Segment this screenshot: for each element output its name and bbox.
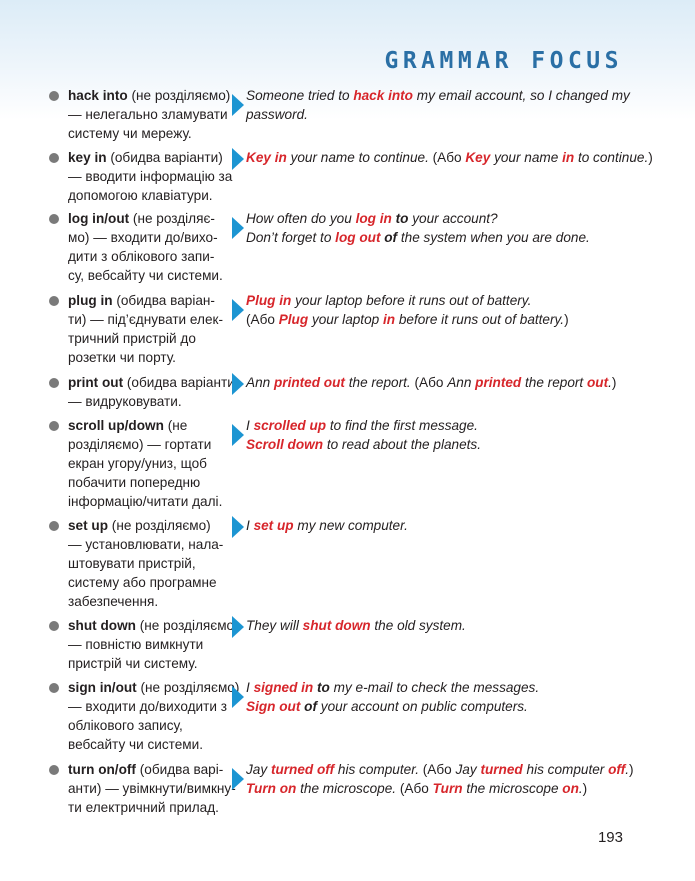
example-text: password. <box>246 107 308 122</box>
definition-line <box>68 105 228 124</box>
highlighted-phrasal-verb: printed <box>475 375 522 390</box>
example-text: my email account, so I changed my <box>412 88 630 103</box>
phrasal-verb-term: turn on/off <box>68 762 136 777</box>
example-sentence <box>246 678 646 716</box>
example-text: to <box>395 211 409 226</box>
definition-text: розетки чи порту. <box>68 350 176 365</box>
phrasal-verb-entry <box>0 616 695 678</box>
example-line <box>246 678 646 697</box>
example-sentence <box>246 291 646 329</box>
bullet-icon <box>49 765 59 775</box>
definition <box>68 373 240 411</box>
definition-text: допомогою клавіатури. <box>68 188 213 203</box>
definition-line <box>68 86 231 105</box>
bullet-icon <box>49 91 59 101</box>
definition-text: анти) — увімкнути/вимкну- <box>68 781 236 796</box>
example-text: (Або <box>246 312 279 327</box>
highlighted-phrasal-verb: printed out <box>273 375 345 390</box>
highlighted-phrasal-verb: signed in <box>253 680 314 695</box>
example-text: ) <box>564 312 569 327</box>
definition-text: забезпечення. <box>68 594 159 609</box>
definition-line <box>68 760 228 779</box>
highlighted-phrasal-verb: Turn <box>432 781 463 796</box>
highlighted-phrasal-verb: on <box>562 781 579 796</box>
definition-text: систему чи мережу. <box>68 126 192 141</box>
definition-text: (не розділяємо) <box>135 618 239 633</box>
definition-line <box>68 167 233 186</box>
highlighted-phrasal-verb: scrolled up <box>253 418 327 433</box>
highlighted-phrasal-verb: Plug <box>278 312 309 327</box>
highlighted-phrasal-verb: set up <box>253 518 294 533</box>
bullet-icon <box>49 683 59 693</box>
definition-line <box>68 678 240 697</box>
highlighted-phrasal-verb: Sign out <box>246 699 301 714</box>
example-text: before it runs out of battery. <box>395 312 565 327</box>
definition-line <box>68 148 228 167</box>
example-sentence <box>246 516 646 535</box>
pointer-arrow-icon <box>232 94 244 116</box>
highlighted-phrasal-verb: turned <box>480 762 523 777</box>
phrasal-verb-term: scroll up/down <box>68 418 164 433</box>
definition-line <box>68 635 228 654</box>
definition-text: екран угору/униз, щоб <box>68 456 207 471</box>
phrasal-verb-entry <box>0 86 695 148</box>
definition <box>68 209 228 285</box>
definition-text: — входити до/виходити з <box>68 699 227 714</box>
definition-line <box>68 535 228 554</box>
example-text: your account on public computers. <box>317 699 528 714</box>
definition-text: розділяємо) — гортати <box>68 437 212 452</box>
example-sentence <box>246 209 646 247</box>
highlighted-phrasal-verb: off <box>608 762 626 777</box>
definition <box>68 516 228 611</box>
definition-line <box>68 554 228 573</box>
example-sentence <box>246 373 646 392</box>
example-line <box>246 779 646 798</box>
example-line <box>246 105 646 124</box>
pointer-arrow-icon <box>232 686 244 708</box>
pointer-arrow-icon <box>232 299 244 321</box>
example-text: his computer <box>522 762 609 777</box>
example-line <box>246 291 646 310</box>
definition-text: побачити попередню <box>68 475 201 490</box>
definition-text: вебсайту чи системи. <box>68 737 204 752</box>
example-text: I <box>246 518 254 533</box>
highlighted-phrasal-verb: Key in <box>246 150 287 165</box>
definition-line <box>68 416 228 435</box>
highlighted-phrasal-verb: hack into <box>353 88 413 103</box>
example-text: your name <box>490 150 563 165</box>
definition-line <box>68 798 228 817</box>
highlighted-phrasal-verb: log out <box>335 230 381 245</box>
example-text: How often do you <box>246 211 356 226</box>
phrasal-verb-entry <box>0 148 695 209</box>
highlighted-phrasal-verb: log in <box>355 211 392 226</box>
definition-text: мо) — входити до/вихо- <box>68 230 218 245</box>
definition-text: (не розділяємо) <box>136 680 240 695</box>
definition <box>68 86 231 143</box>
definition-text: ти) — під’єднувати елек- <box>68 312 224 327</box>
definition-text: пристрій чи систему. <box>68 656 198 671</box>
phrasal-verb-term: plug in <box>68 293 113 308</box>
example-text: . <box>578 781 583 796</box>
definition-text: (не розділяємо) <box>127 88 231 103</box>
definition-text: (обидва варіанти) <box>123 375 240 390</box>
definition-line <box>68 348 228 367</box>
example-sentence <box>246 416 646 454</box>
definition-line <box>68 654 228 673</box>
example-text: I <box>246 680 254 695</box>
bullet-icon <box>49 296 59 306</box>
definition-text: систему або програмне <box>68 575 217 590</box>
definition-line <box>68 573 228 592</box>
example-text: ) <box>629 762 634 777</box>
definition-text: дити з облікового запи- <box>68 249 215 264</box>
example-text: Jay <box>246 762 271 777</box>
phrasal-verb-term: sign in/out <box>68 680 137 695</box>
example-text: Don’t forget to <box>246 230 336 245</box>
definition-line <box>68 209 228 228</box>
definition-line <box>68 329 228 348</box>
phrasal-verb-term: log in/out <box>68 211 130 226</box>
phrasal-verb-term: key in <box>68 150 107 165</box>
example-text: the report <box>521 375 587 390</box>
highlighted-phrasal-verb: out <box>586 375 609 390</box>
highlighted-phrasal-verb: in <box>562 150 575 165</box>
example-text: They will <box>246 618 303 633</box>
bullet-icon <box>49 153 59 163</box>
highlighted-phrasal-verb: Key <box>465 150 491 165</box>
definition-text: облікового запису, <box>68 718 183 733</box>
phrasal-verb-entry <box>0 678 695 760</box>
definition-line <box>68 716 228 735</box>
definition <box>68 416 228 511</box>
example-text: of <box>384 230 398 245</box>
example-text: ) <box>648 150 653 165</box>
pointer-arrow-icon <box>232 217 244 239</box>
example-text: (Або <box>414 375 448 390</box>
bullet-icon <box>49 214 59 224</box>
definition-text: ти електричний прилад. <box>68 800 219 815</box>
example-text: . <box>608 375 612 390</box>
pointer-arrow-icon <box>232 516 244 538</box>
definition <box>68 291 228 367</box>
example-line <box>246 697 646 716</box>
highlighted-phrasal-verb: Plug in <box>246 293 292 308</box>
definition-line <box>68 435 228 454</box>
bullet-icon <box>49 621 59 631</box>
highlighted-phrasal-verb: turned off <box>270 762 335 777</box>
definition-line <box>68 291 228 310</box>
example-sentence <box>246 86 646 124</box>
phrasal-verb-entry <box>0 516 695 616</box>
definition-line <box>68 310 228 329</box>
example-text: the system when you are done. <box>397 230 590 245</box>
example-line <box>246 148 653 167</box>
definition-line <box>68 697 228 716</box>
definition-line <box>68 779 236 798</box>
example-text: the report. <box>344 375 415 390</box>
highlighted-phrasal-verb: in <box>382 312 396 327</box>
example-text: the microscope <box>462 781 563 796</box>
example-sentence <box>246 148 653 167</box>
phrasal-verb-term: print out <box>68 375 124 390</box>
example-text: Someone tried to <box>246 88 354 103</box>
example-line <box>246 516 646 535</box>
definition-text: — вводити інформацію за <box>68 169 233 184</box>
example-text: to continue. <box>574 150 649 165</box>
definition-line <box>68 454 228 473</box>
example-sentence <box>246 616 646 635</box>
example-text: (Або <box>422 762 456 777</box>
example-text: your account? <box>408 211 498 226</box>
page-number: 193 <box>597 829 623 846</box>
definition-line <box>68 492 228 511</box>
definition-text: (обидва варіан- <box>112 293 215 308</box>
definition-text: су, вебсайту чи системи. <box>68 268 223 283</box>
definition-text: — установлювати, нала- <box>68 537 224 552</box>
definition-line <box>68 616 239 635</box>
example-text: the old system. <box>370 618 466 633</box>
phrasal-verb-entry <box>0 373 695 416</box>
example-text: my new computer. <box>293 518 408 533</box>
definition-text: інформацію/читати далі. <box>68 494 223 509</box>
definition-text: (не розділяємо) <box>108 518 211 533</box>
example-text: the microscope. <box>296 781 400 796</box>
definition-line <box>68 473 228 492</box>
example-text: Ann <box>447 375 476 390</box>
definition-text: (не розділяє- <box>129 211 215 226</box>
definition-line <box>68 373 240 392</box>
definition-text: — нелегально зламувати <box>68 107 228 122</box>
example-text: ) <box>582 781 588 796</box>
example-text: your name to continue. <box>286 150 433 165</box>
phrasal-verb-term: set up <box>68 518 109 533</box>
phrasal-verb-entry <box>0 209 695 291</box>
example-line <box>246 310 646 329</box>
phrasal-verb-term: shut down <box>68 618 136 633</box>
pointer-arrow-icon <box>232 768 244 790</box>
definition-text: штовувати пристрій, <box>68 556 196 571</box>
example-text: your laptop <box>308 312 383 327</box>
definition-line <box>68 228 228 247</box>
example-line <box>246 435 646 454</box>
pointer-arrow-icon <box>232 373 244 395</box>
example-text: Jay <box>455 762 481 777</box>
example-text: your laptop before it runs out of battery. <box>291 293 532 308</box>
definition-text: (не <box>163 418 188 433</box>
definition <box>68 148 233 205</box>
example-text: I <box>246 418 254 433</box>
bullet-icon <box>49 378 59 388</box>
phrasal-verb-entry <box>0 291 695 373</box>
bullet-icon <box>49 521 59 531</box>
example-line <box>246 228 646 247</box>
bullet-icon <box>49 421 59 431</box>
example-line <box>246 760 646 779</box>
phrasal-verb-entry <box>0 760 695 820</box>
definition-text: — видруковувати. <box>68 394 182 409</box>
example-sentence <box>246 760 646 798</box>
example-text: (Або <box>399 781 433 796</box>
example-text: . <box>625 762 630 777</box>
example-text: my e-mail to check the messages. <box>329 680 540 695</box>
definition <box>68 616 239 673</box>
definition-text: — повністю вимкнути <box>68 637 204 652</box>
definition <box>68 760 236 817</box>
section-heading: GRAMMAR FOCUS <box>384 48 623 74</box>
definition <box>68 678 240 754</box>
pointer-arrow-icon <box>232 424 244 446</box>
phrasal-verb-term: hack into <box>68 88 128 103</box>
example-text: his computer. <box>334 762 423 777</box>
example-text: to <box>317 680 330 695</box>
example-text: ) <box>611 375 617 390</box>
example-line <box>246 416 646 435</box>
phrasal-verb-entry <box>0 416 695 516</box>
definition-text: тричний пристрій до <box>68 331 196 346</box>
example-text: of <box>304 699 317 714</box>
definition-line <box>68 124 228 143</box>
definition-text: (обидва варіанти) <box>106 150 223 165</box>
definition-line <box>68 392 228 411</box>
definition-line <box>68 516 228 535</box>
example-line <box>246 373 646 392</box>
example-text: to read about the planets. <box>323 437 482 452</box>
pointer-arrow-icon <box>232 148 244 170</box>
highlighted-phrasal-verb: shut down <box>302 618 371 633</box>
definition-line <box>68 735 228 754</box>
definition-text: (обидва варі- <box>135 762 224 777</box>
highlighted-phrasal-verb: Scroll down <box>246 437 324 452</box>
example-text: to find the first message. <box>326 418 478 433</box>
definition-line <box>68 247 228 266</box>
example-text: (Або <box>432 150 466 165</box>
example-line <box>246 209 646 228</box>
highlighted-phrasal-verb: Turn on <box>246 781 297 796</box>
definition-line <box>68 266 228 285</box>
definition-line <box>68 186 228 205</box>
pointer-arrow-icon <box>232 616 244 638</box>
definition-line <box>68 592 228 611</box>
example-text: Ann <box>246 375 274 390</box>
example-line <box>246 616 646 635</box>
example-line <box>246 86 646 105</box>
